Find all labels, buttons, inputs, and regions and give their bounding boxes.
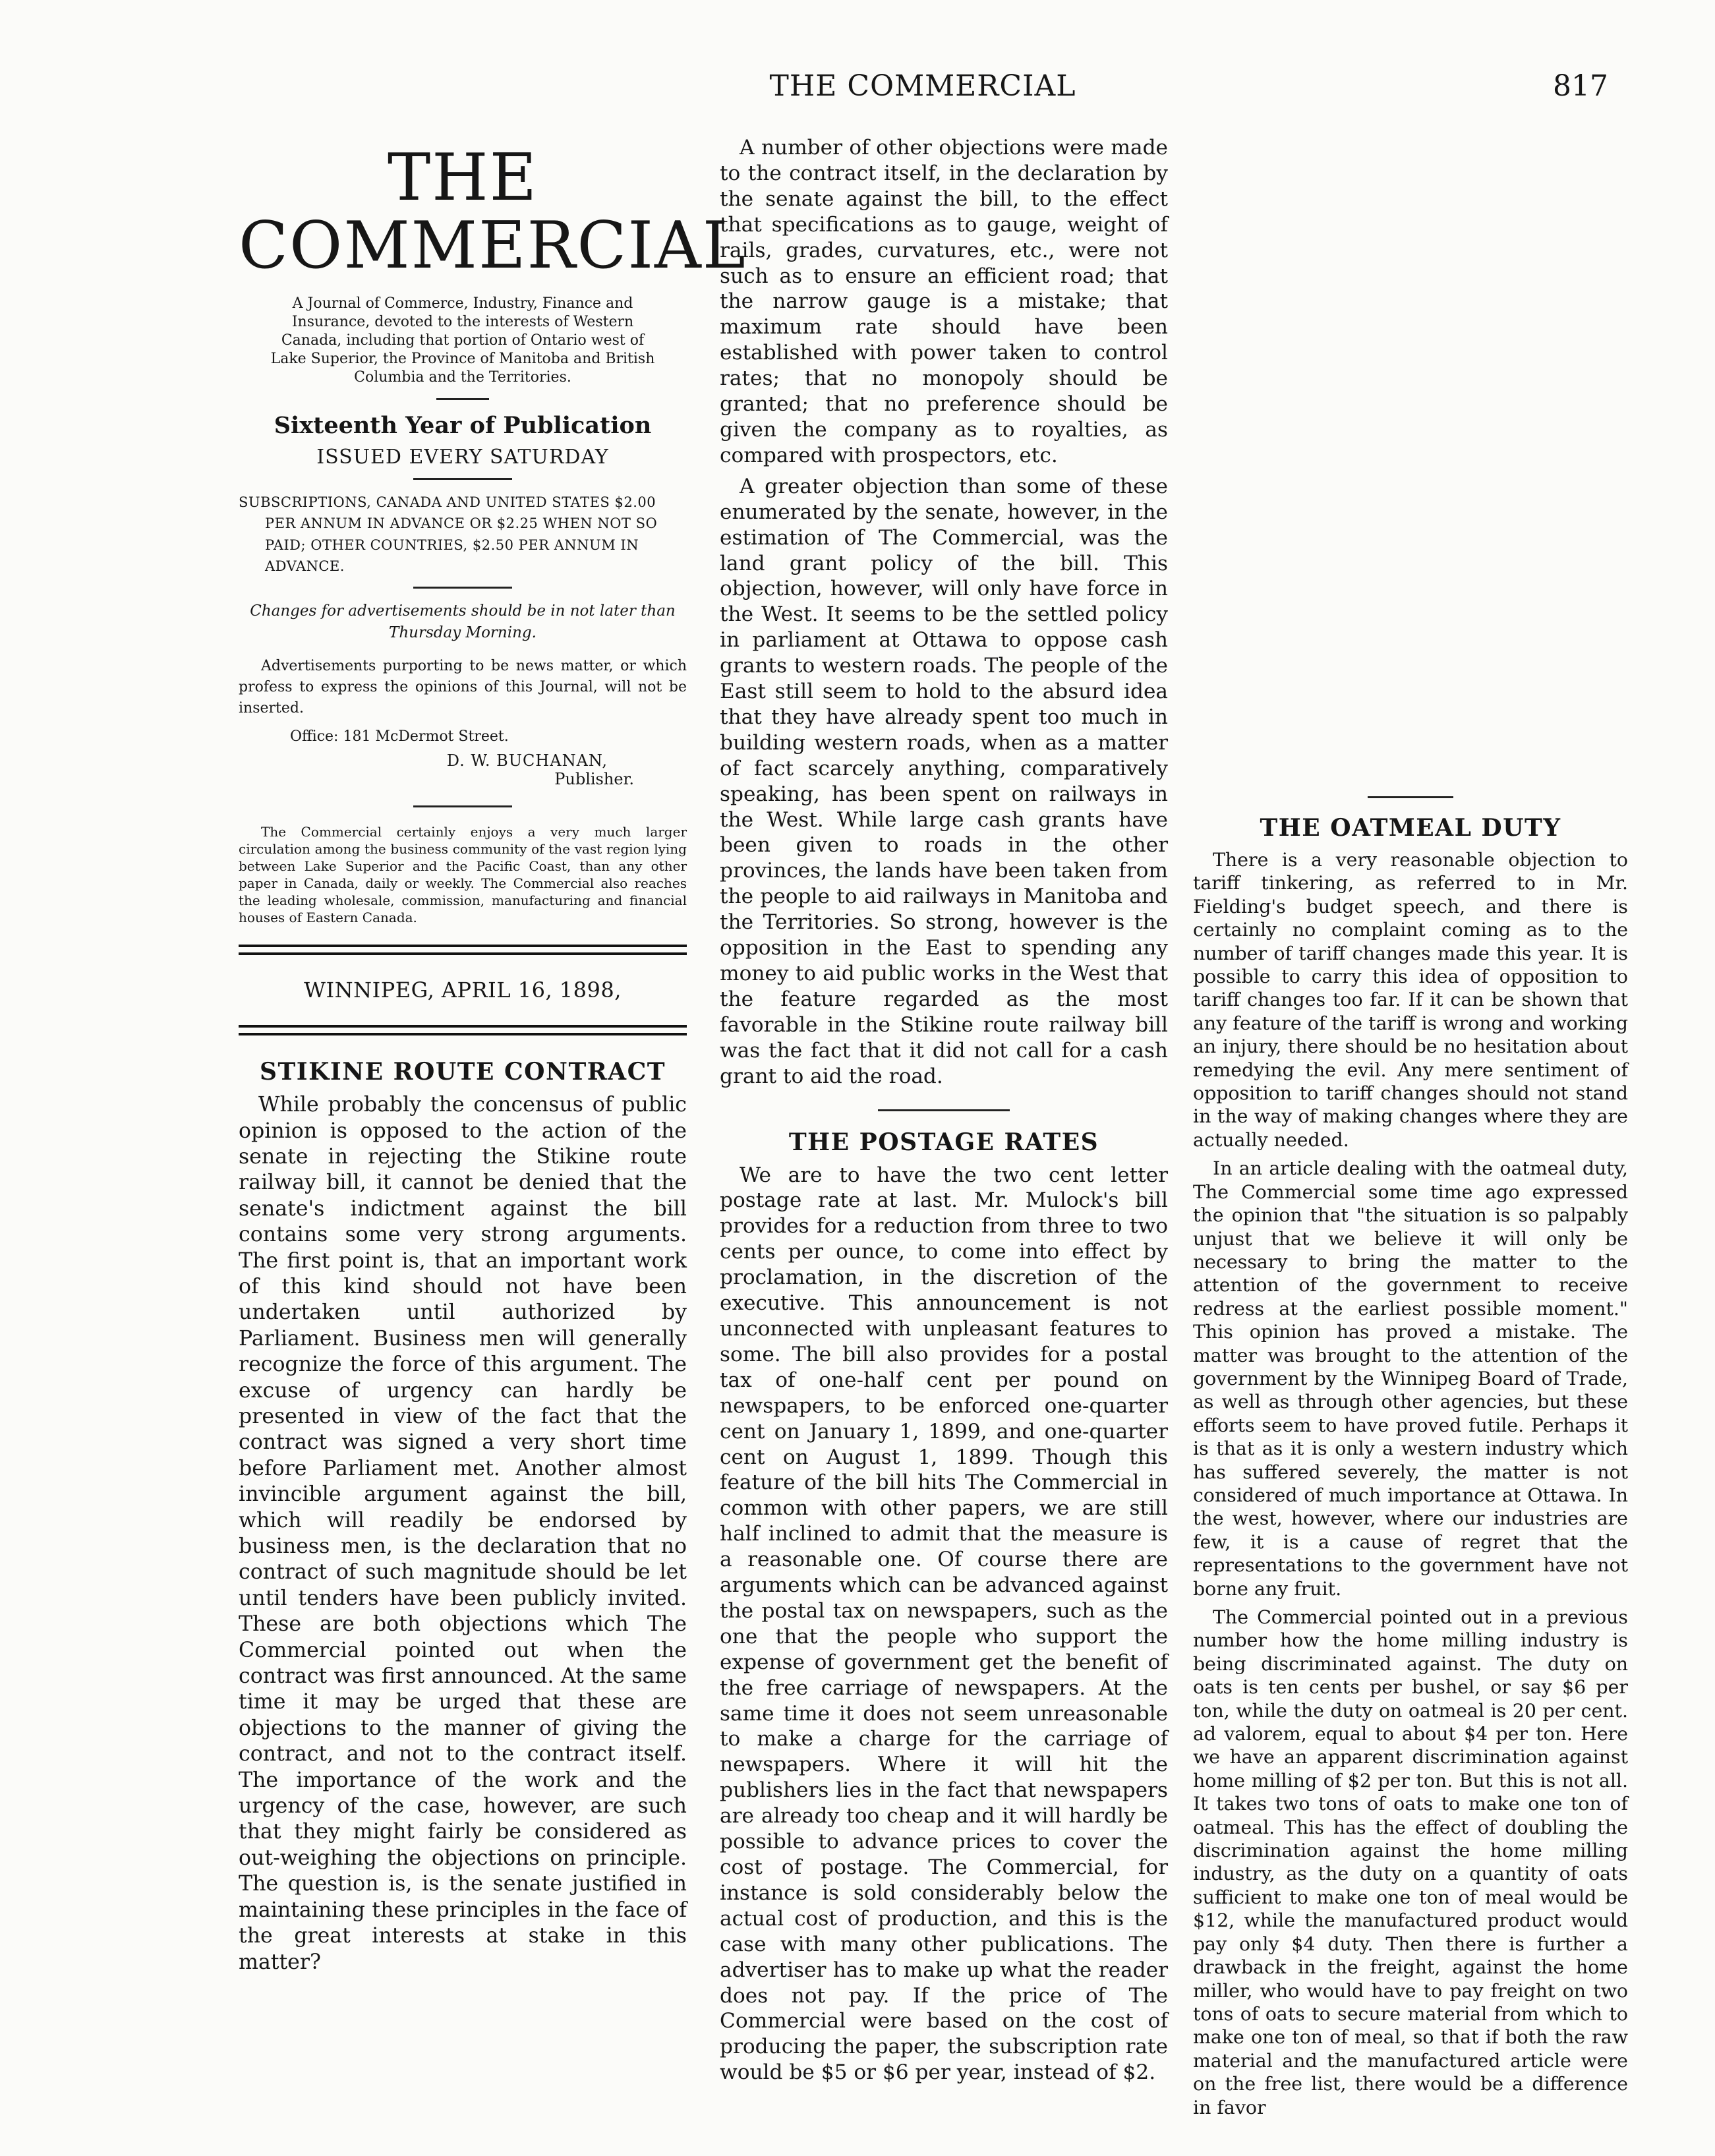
masthead-subtitle: A Journal of Commerce, Industry, Finance and Insurance, devoted to the interests of Western Canada, including that portion of Ontario west of Lake Superior, the Province of Manitoba and British Columbia and the Territories. (270, 295, 655, 386)
dateline: WINNIPEG, APRIL 16, 1898, (304, 977, 622, 1003)
double-rule (239, 1025, 687, 1035)
page-header (237, 69, 1608, 115)
running-title: THE COMMERCIAL (769, 69, 1076, 103)
section-divider (1368, 796, 1453, 798)
column-2 (720, 135, 1168, 2085)
oatmeal-paragraph-1: There is a very reasonable objection to tariff tinkering, as referred to in Mr. Fielding's budget speech, and there is certainly no complaint coming as to the number of tariff changes made this year. It is possible to carry this idea of opposition to tariff changes too far. If it can be shown that any feature of the tariff is wrong and working an injury, there should be no hesitation about remedying the evil. Any mere sentiment of opposition to tariff changes should not stand in the way of making changes where they are actually needed. (1193, 849, 1628, 1151)
stikine-paragraph-1: While probably the concensus of public opinion is opposed to the action of the senate in rejecting the Stikine route railway bill, it cannot be denied that the senate's indictment against the bill contains some very strong arguments. The first point is, that an important work of this kind should not have been undertaken until authorized by Parliament. Business men will generally recognize the force of this argument. The excuse of urgency can hardly be presented in view of the fact that the contract was signed a very short time before Parliament met. Another almost invincible argument against the bill, which will readily be endorsed by business men, is the declaration that no contract of such magnitude should be let until tenders have been publicly invited. These are both objections which The Commercial pointed out when the contract was first announced. At the same time it may be urged that these are objections to the manner of giving the contract, and not to the contract itself. The importance of the work and the urgency of the case, however, are such that they might fairly be considered as out-weighing the objections on principle. The question is, is the senate justified in maintaining these principles in the face of the great interests at stake in this matter? (239, 1093, 687, 1974)
page-number: 817 (1553, 69, 1608, 103)
circulation-notice: The Commercial certainly enjoys a very much larger circulation among the business community of the vast region lying between Lake Superior and the Pacific Coast, than any other paper in Canada, daily or weekly. The Commercial also reaches the leading wholesale, commission, manufacturing and financial houses of Eastern Canada. (239, 824, 687, 926)
year-of-publication: Sixteenth Year of Publication (274, 411, 652, 439)
divider (413, 805, 512, 807)
stikine-paragraph-3: A greater objection than some of these enumerated by the senate, however, in the estimation of The Commercial, was the land grant policy of the bill. This objection, however, will only have force in the West. It seems to be the settled policy in parliament at Ottawa to oppose cash grants to western roads. The people of the East still seem to hold to the absurd idea that they have already spent too much in building western roads, when as a matter of fact scarcely anything, comparatively speaking, has been spent on railways in the West. While large cash grants have been given to roads in the other provinces, the lands have been taken from the people to aid railways in Manitoba and the Territories. So strong, however is the opposition in the East to spending any money to aid public works in the West that the feature regarded as the most favorable in the Stikine route railway bill was the fact that it did not call for a cash grant to aid the road. (720, 474, 1168, 1088)
subscription-rates: SUBSCRIPTIONS, CANADA AND UNITED STATES $2.00 PER ANNUM IN ADVANCE OR $2.25 WHEN NOT SO PAID; OTHER COUNTRIES, $2.50 PER ANNUM IN ADVANCE. (239, 494, 658, 575)
advertisement-notice: Advertisements purporting to be news matter, or which profess to express the opinions of this Journal, will not be inserted. (239, 658, 687, 717)
changes-notice: Changes for advertisements should be in not later than Thursday Morning. (250, 602, 676, 642)
section-divider (878, 1109, 1010, 1111)
publisher-name: D. W. BUCHANAN, (446, 751, 608, 771)
masthead-title: THE COMMERCIAL (239, 140, 747, 283)
stikine-headline: STIKINE ROUTE CONTRACT (259, 1058, 666, 1086)
publisher-title: Publisher. (554, 770, 634, 789)
oatmeal-paragraph-3: The Commercial pointed out in a previous number how the home milling industry is being discriminated against. The duty on oats is ten cents per bushel, or say $6 per ton, while the duty on oatmeal is 20 per cent. ad valorem, equal to about $4 per ton. Here we have an apparent discrimination against home milling of $2 per ton. But this is not all. It takes two tons of oats to make one ton of oatmeal. This has the effect of doubling the discrimination against the home milling industry, as the duty on a quantity of oats sufficient to make one ton of meal would be $12, while the manufactured product would pay only $4 duty. Then there is further a drawback in the freight, against the home miller, who would have to pay freight on two tons of oats to secure material from which to make one ton of meal, so that if both the raw material and the manufactured article were on the free list, there would be a difference in favor (1193, 1606, 1628, 2118)
column-1 (239, 135, 747, 1975)
oatmeal-paragraph-2: In an article dealing with the oatmeal duty, The Commercial some time ago expressed the opinion that "the situation is so palpably unjust that we believe it will only be necessary to bring the matter to the attention of the government to receive redress at the earliest possible moment." This opinion has proved a mistake. The matter was brought to the attention of the government by the Winnipeg Board of Trade, as well as through other agencies, but these efforts seem to have proved futile. Perhaps it is that as it is only a western industry which has suffered severely, the matter is not considered of much importance at Ottawa. In the west, however, where our industries are few, it is a cause of regret that the representations to the government have not borne any fruit. (1193, 1157, 1628, 1600)
divider (436, 398, 489, 400)
divider (413, 587, 512, 589)
oatmeal-headline: THE OATMEAL DUTY (1260, 814, 1561, 842)
divider (413, 478, 512, 480)
postage-paragraph-1: We are to have the two cent letter postage rate at last. Mr. Mulock's bill provides for a reduction from three to two cents per ounce, to come into effect by proclamation, in the discretion of the executive. This announcement is not unconnected with unpleasant features to some. The bill also provides for a postal tax of one-half cent per pound on newspapers, to be enforced one-quarter cent on January 1, 1899, and one-quarter cent on August 1, 1899. Though this feature of the bill hits The Commercial in common with other papers, we are still half inclined to admit that the measure is a reasonable one. Of course there are arguments which can be advanced against the postal tax on newspapers, such as the one that the people who support the expense of government get the benefit of the free carriage of newspapers. At the same time it does not seem unreasonable to make a charge for the carriage of newspapers. Where it will hit the publishers lies in the fact that newspapers are already too cheap and it will hardly be possible to advance prices to cover the cost of postage. The Commercial, for instance is sold considerably below the actual cost of production, and this is the case with many other publications. The advertiser has to make up what the reader does not pay. If the price of The Commercial were based on the cost of producing the paper, the subscription rate would be $5 or $6 per year, instead of $2. (720, 1163, 1168, 2085)
issued-every-saturday: ISSUED EVERY SATURDAY (316, 445, 609, 469)
stikine-paragraph-2: A number of other objections were made to the contract itself, in the declaration by the senate against the bill, to the effect that specifications as to gauge, weight of rails, grades, curvatures, etc., were not such as to ensure an efficient road; that the narrow gauge is a mistake; that maximum rate should have been established with power taken to control rates; that no monopoly should be granted; that no preference should be given the company as to royalties, as compared with prospectors, etc. (720, 136, 1168, 467)
double-rule (239, 945, 687, 955)
column-3 (1193, 778, 1628, 2119)
office-address: Office: 181 McDermot Street. (290, 728, 509, 745)
postage-headline: THE POSTAGE RATES (788, 1128, 1099, 1156)
